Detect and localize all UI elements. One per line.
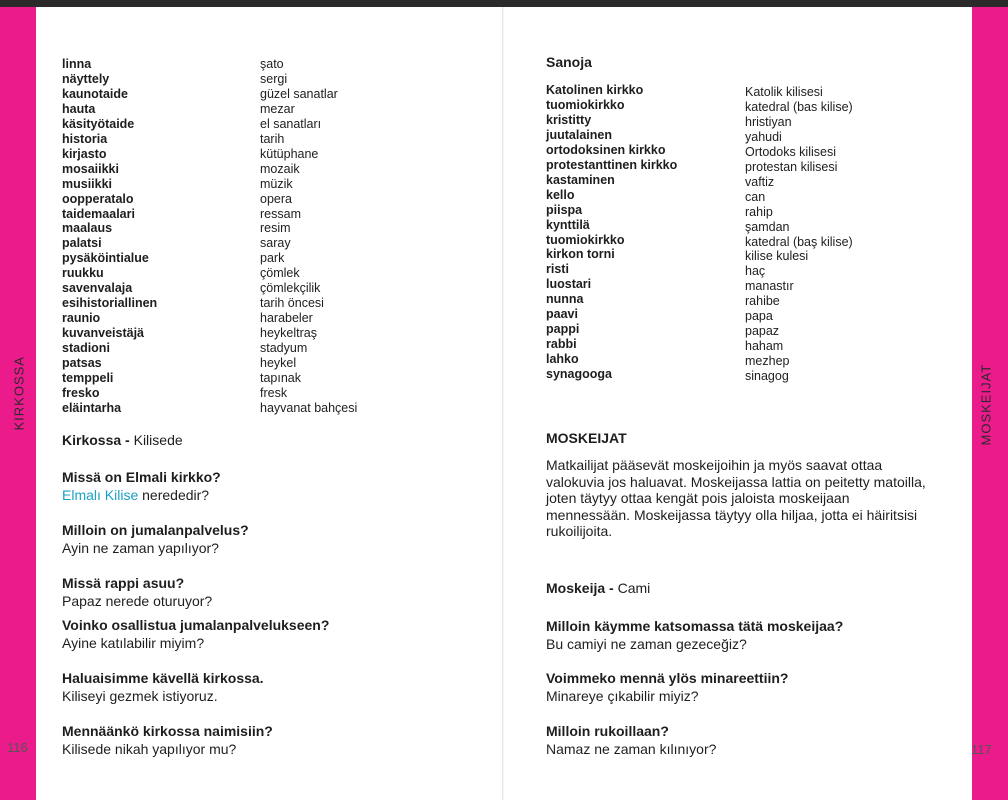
- moskeijat-paragraph: [546, 457, 946, 540]
- section-title-turkish: Cami: [617, 580, 651, 596]
- question-finnish: Haluaisimme kävellä kirkossa.: [62, 670, 264, 686]
- vocab-finnish-word: pysäköintialue: [62, 251, 149, 266]
- vocab-finnish-word: savenvalaja: [62, 281, 133, 296]
- answer-turkish: [62, 486, 221, 504]
- vocab-turkish-word: ressam: [260, 206, 301, 221]
- paragraph-line: valokuvia jos haluavat. Moskeijassa lattia on peitetty matoilla,: [546, 473, 926, 490]
- vocab-finnish-word: patsas: [62, 356, 102, 371]
- answer-rest: nerededir?: [138, 487, 210, 503]
- answer-turkish: Bu camiyi ne zaman gezeceğiz?: [546, 636, 747, 652]
- answer-turkish: Ayin ne zaman yapılıyor?: [62, 540, 219, 556]
- vocab-finnish-word: piispa: [546, 202, 583, 217]
- book-spine: [502, 7, 504, 800]
- vocab-finnish-word: tuomiokirkko: [546, 232, 625, 247]
- vocab-finnish-word: kaunotaide: [62, 86, 128, 101]
- question-finnish: Missä on Elmali kirkko?: [62, 469, 221, 485]
- vocab-finnish-word: mosaiikki: [62, 161, 119, 176]
- vocab-finnish-word: eläintarha: [62, 400, 122, 415]
- left-section-title: [62, 432, 183, 448]
- vocab-turkish-word: vaftiz: [745, 174, 775, 189]
- vocab-turkish-word: yahudi: [745, 129, 782, 144]
- right-page-number: 117: [971, 742, 992, 757]
- vocab-finnish-word: hauta: [62, 101, 96, 116]
- vocab-turkish-word: müzik: [260, 176, 293, 191]
- section-title-finnish: Kirkossa: [62, 432, 122, 448]
- right-qa-item: [546, 669, 788, 705]
- left-vocab-turkish-list: [260, 57, 357, 416]
- vocab-finnish-word: synagooga: [546, 367, 612, 382]
- vocab-finnish-word: maalaus: [62, 221, 113, 236]
- section-title-turkish: Kilisede: [133, 432, 183, 448]
- vocab-turkish-word: protestan kilisesi: [745, 159, 838, 174]
- vocab-turkish-word: hayvanat bahçesi: [260, 400, 358, 415]
- vocab-turkish-word: Ortodoks kilisesi: [745, 144, 836, 159]
- paragraph-line: rukoilijoita.: [546, 523, 613, 540]
- vocab-turkish-word: tarih: [260, 131, 285, 146]
- vocab-finnish-word: oopperatalo: [62, 191, 134, 206]
- vocab-turkish-word: rahip: [745, 204, 773, 219]
- vocab-finnish-word: kirkon torni: [546, 247, 615, 262]
- paragraph-line: Matkailijat pääsevät moskeijoihin ja myös saavat ottaa: [546, 457, 883, 473]
- answer-turkish: Minareye çıkabilir miyiz?: [546, 688, 699, 704]
- vocab-turkish-word: park: [260, 251, 285, 266]
- vocab-turkish-word: el sanatları: [260, 116, 322, 131]
- vocab-finnish-word: ortodoksinen kirkko: [546, 142, 666, 157]
- vocab-finnish-word: pappi: [546, 322, 580, 337]
- vocab-turkish-word: papa: [745, 309, 773, 324]
- vocab-finnish-word: kuvanveistäjä: [62, 326, 144, 341]
- vocab-finnish-word: käsityötaide: [62, 116, 135, 131]
- vocab-finnish-word: taidemaalari: [62, 206, 135, 221]
- vocab-turkish-word: mezhep: [745, 354, 790, 369]
- vocab-turkish-word: sergi: [260, 71, 288, 86]
- vocab-turkish-word: opera: [260, 191, 292, 206]
- vocab-turkish-word: çömlekçilik: [260, 281, 321, 296]
- highlighted-phrase: Elmalı Kilise: [62, 487, 139, 503]
- answer-turkish: Ayine katılabilir miyim?: [62, 635, 205, 651]
- answer-turkish: Kilisede nikah yapılıyor mu?: [62, 741, 237, 757]
- right-side-label: MOSKEIJAT: [978, 363, 994, 446]
- paragraph-line: joten täytyy ottaa kengät pois jaloista moskeijaan: [546, 490, 850, 507]
- vocab-finnish-word: lahko: [546, 352, 579, 367]
- vocab-turkish-word: heykeltraş: [260, 326, 317, 341]
- left-qa-item: [62, 468, 221, 504]
- vocab-finnish-word: protestanttinen kirkko: [546, 157, 678, 172]
- vocab-turkish-word: can: [745, 189, 766, 204]
- vocab-finnish-word: raunio: [62, 311, 101, 326]
- vocab-turkish-word: haç: [745, 264, 766, 279]
- vocab-turkish-word: manastır: [745, 279, 794, 294]
- vocab-turkish-word: kilise kulesi: [745, 249, 809, 264]
- left-qa-item: [62, 722, 273, 758]
- answer-turkish: Papaz nerede oturuyor?: [62, 593, 213, 609]
- vocab-finnish-word: kastaminen: [546, 172, 615, 187]
- vocab-turkish-word: papaz: [745, 324, 780, 339]
- vocab-turkish-word: şato: [260, 57, 284, 71]
- vocab-finnish-word: historia: [62, 131, 108, 146]
- vocab-finnish-word: temppeli: [62, 371, 114, 386]
- vocab-turkish-word: çömlek: [260, 266, 300, 281]
- vocab-turkish-word: mezar: [260, 101, 295, 116]
- question-finnish: Milloin rukoillaan?: [546, 723, 669, 739]
- question-finnish: Milloin käymme katsomassa tätä moskeijaa?: [546, 618, 844, 634]
- answer-turkish: Kiliseyi gezmek istiyoruz.: [62, 688, 218, 704]
- left-vocab-finnish-list: [62, 57, 157, 416]
- vocab-turkish-word: saray: [260, 236, 291, 251]
- vocab-finnish-word: nunna: [546, 292, 584, 307]
- vocab-finnish-word: palatsi: [62, 236, 102, 251]
- vocab-turkish-word: haham: [745, 339, 784, 354]
- section-separator: -: [121, 432, 134, 448]
- left-qa-item: [62, 669, 264, 705]
- vocab-turkish-word: fresk: [260, 385, 288, 400]
- left-qa-item: [62, 616, 329, 652]
- paragraph-line: mennessään. Moskeijassa täytyy olla hiljaa, jotta ei häiritsisi: [546, 506, 918, 523]
- section-separator: -: [605, 580, 618, 596]
- vocab-finnish-word: näyttely: [62, 71, 110, 86]
- left-side-label: KIRKOSSA: [11, 356, 27, 431]
- left-page-number: 116: [7, 740, 28, 755]
- question-finnish: Voinko osallistua jumalanpalvelukseen?: [62, 617, 330, 633]
- question-finnish: Missä rappi asuu?: [62, 575, 185, 591]
- vocab-finnish-word: stadioni: [62, 341, 110, 356]
- top-edge: [0, 0, 1008, 7]
- right-qa-item: [546, 722, 716, 758]
- vocab-turkish-word: mozaik: [260, 161, 300, 176]
- vocab-turkish-word: rahibe: [745, 294, 780, 309]
- vocab-turkish-word: tarih öncesi: [260, 296, 324, 311]
- vocab-turkish-word: kütüphane: [260, 146, 319, 161]
- vocab-finnish-word: linna: [62, 57, 92, 71]
- vocab-finnish-word: luostari: [546, 277, 592, 292]
- moskeijat-heading: MOSKEIJAT: [546, 430, 627, 446]
- vocab-turkish-word: Katolik kilisesi: [745, 85, 823, 99]
- vocab-finnish-word: musiikki: [62, 176, 113, 191]
- vocab-finnish-word: Katolinen kirkko: [546, 83, 644, 97]
- right-section-title: [546, 580, 650, 596]
- answer-turkish: Namaz ne zaman kılınıyor?: [546, 741, 717, 757]
- vocab-finnish-word: rabbi: [546, 337, 577, 352]
- question-finnish: Mennäänkö kirkossa naimisiin?: [62, 723, 273, 739]
- vocab-turkish-word: katedral (bas kilise): [745, 99, 853, 114]
- vocab-finnish-word: esihistoriallinen: [62, 296, 158, 311]
- vocab-turkish-word: sinagog: [745, 369, 789, 384]
- left-qa-item: [62, 521, 249, 557]
- right-vocab-finnish-list: [546, 83, 677, 382]
- vocab-finnish-word: ruukku: [62, 266, 104, 281]
- vocab-heading: Sanoja: [546, 54, 592, 70]
- vocab-turkish-word: şamdan: [745, 219, 790, 234]
- vocab-turkish-word: stadyum: [260, 341, 308, 356]
- vocab-finnish-word: tuomiokirkko: [546, 97, 625, 112]
- section-title-finnish: Moskeija: [546, 580, 606, 596]
- vocab-turkish-word: hristiyan: [745, 114, 792, 129]
- vocab-finnish-word: paavi: [546, 307, 578, 322]
- vocab-turkish-word: tapınak: [260, 371, 302, 386]
- right-qa-item: [546, 617, 843, 653]
- right-vocab-turkish-list: [745, 85, 853, 384]
- vocab-finnish-word: fresko: [62, 385, 100, 400]
- question-finnish: Voimmeko mennä ylös minareettiin?: [546, 670, 789, 686]
- vocab-turkish-word: katedral (baş kilise): [745, 234, 853, 249]
- vocab-turkish-word: harabeler: [260, 311, 313, 326]
- vocab-finnish-word: kristitty: [546, 112, 592, 127]
- vocab-turkish-word: heykel: [260, 356, 297, 371]
- left-qa-item: [62, 574, 212, 610]
- vocab-finnish-word: kynttilä: [546, 217, 590, 232]
- vocab-turkish-word: resim: [260, 221, 291, 236]
- vocab-finnish-word: risti: [546, 262, 569, 277]
- question-finnish: Milloin on jumalanpalvelus?: [62, 522, 249, 538]
- vocab-finnish-word: juutalainen: [546, 127, 612, 142]
- vocab-finnish-word: kello: [546, 187, 575, 202]
- vocab-finnish-word: kirjasto: [62, 146, 107, 161]
- vocab-turkish-word: güzel sanatlar: [260, 86, 338, 101]
